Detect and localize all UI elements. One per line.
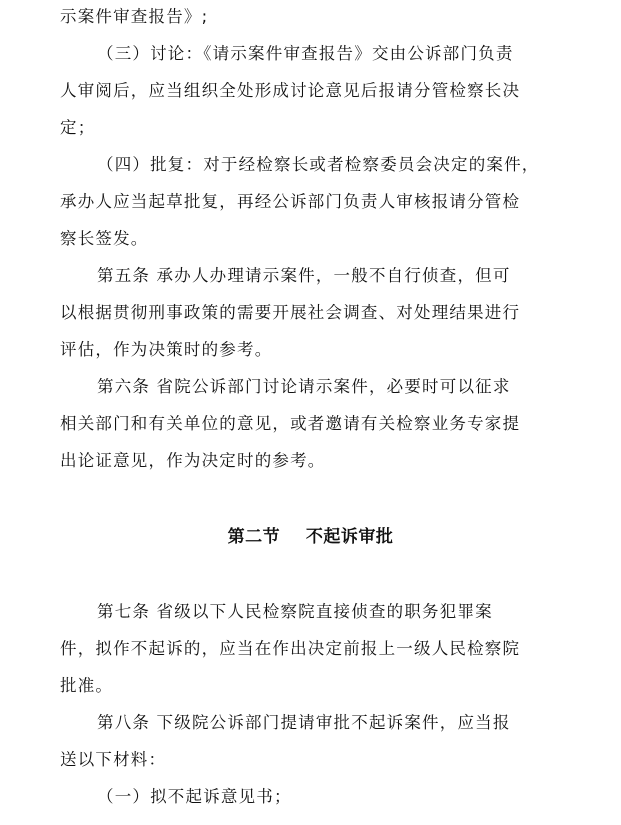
text-line-14: 第七条 省级以下人民检察院直接侦查的职务犯罪案 bbox=[97, 602, 493, 621]
text-line-16: 批准。 bbox=[60, 676, 114, 695]
text-line-1: 示案件审查报告》; bbox=[60, 7, 209, 26]
text-line-9: 以根据贯彻刑事政策的需要开展社会调查、对处理结果进行 bbox=[60, 303, 521, 322]
text-line-12: 相关部门和有关单位的意见，或者邀请有关检察业务专家提 bbox=[60, 414, 521, 433]
section-heading: 第二节 不起诉审批 bbox=[227, 527, 394, 547]
text-line-15: 件，拟作不起诉的，应当在作出决定前报上一级人民检察院 bbox=[60, 639, 521, 658]
text-line-5: （四）批复：对于经检察长或者检察委员会决定的案件， bbox=[97, 155, 540, 174]
text-line-4: 定； bbox=[60, 118, 96, 137]
text-line-3: 人审阅后，应当组织全处形成讨论意见后报请分管检察长决 bbox=[60, 81, 521, 100]
text-line-19: （一）拟不起诉意见书； bbox=[97, 787, 292, 806]
text-line-17: 第八条 下级院公诉部门提请审批不起诉案件，应当报 bbox=[97, 713, 511, 732]
text-line-2: （三）讨论：《请示案件审查报告》交由公诉部门负责 bbox=[97, 44, 514, 63]
text-line-7: 察长签发。 bbox=[60, 229, 149, 248]
text-line-13: 出论证意见，作为决定时的参考。 bbox=[60, 451, 326, 470]
text-line-6: 承办人应当起草批复，再经公诉部门负责人审核报请分管检 bbox=[60, 192, 521, 211]
text-line-8: 第五条 承办人办理请示案件，一般不自行侦查，但可 bbox=[97, 266, 511, 285]
text-line-10: 评估，作为决策时的参考。 bbox=[60, 340, 273, 359]
text-line-11: 第六条 省院公诉部门讨论请示案件，必要时可以征求 bbox=[97, 377, 511, 396]
text-line-18: 送以下材料： bbox=[60, 750, 167, 769]
